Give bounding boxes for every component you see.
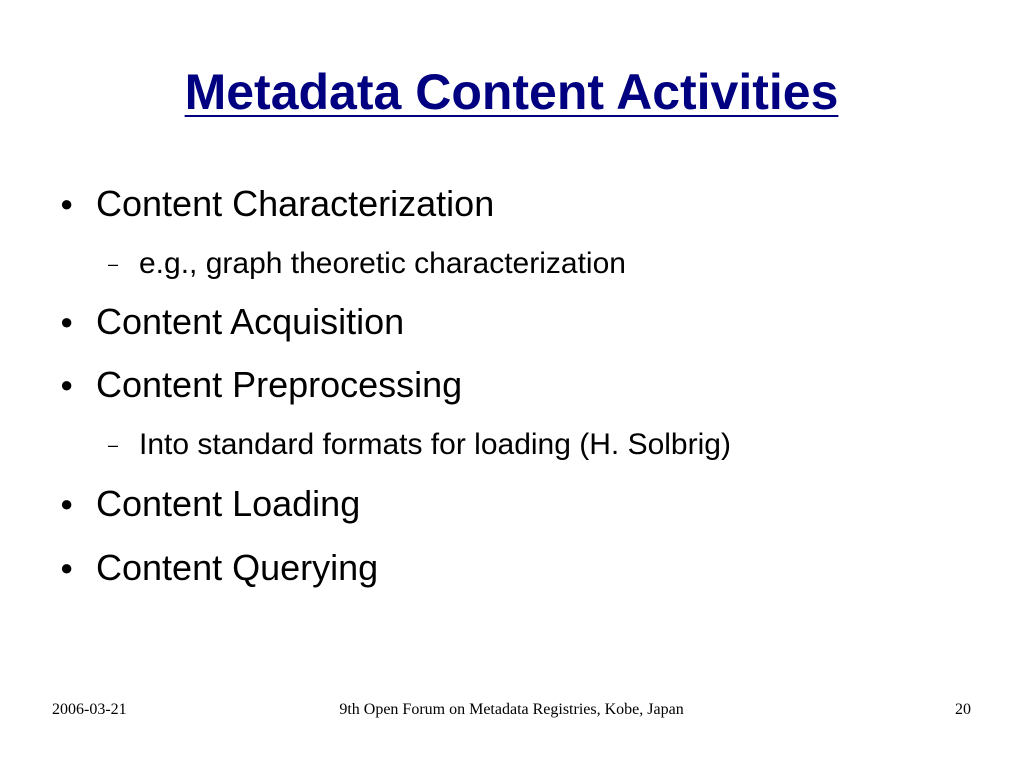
sub-bullet-text: e.g., graph theoretic characterization: [139, 247, 626, 280]
slide-title-text: Metadata Content Activities: [184, 64, 839, 120]
bullet-item: [60, 302, 404, 342]
sub-bullet-item: [108, 428, 731, 462]
bullet-dot-icon: ●: [60, 555, 74, 580]
bullet-dot-icon: ●: [60, 309, 74, 334]
footer-page-number: 20: [955, 701, 971, 718]
sub-bullet-text: Into standard formats for loading (H. Solbrig): [139, 428, 731, 461]
bullet-item: [60, 484, 360, 524]
footer-event: 9th Open Forum on Metadata Registries, Kobe, Japan: [339, 701, 684, 718]
bullet-text: Content Loading: [96, 483, 361, 524]
bullet-text: Content Querying: [96, 547, 379, 588]
bullet-item: [60, 184, 494, 224]
footer-date: 2006-03-21: [52, 701, 127, 718]
bullet-text: Content Acquisition: [96, 301, 405, 342]
bullet-text: Content Characterization: [96, 183, 495, 224]
sub-bullet-item: [108, 247, 626, 281]
bullet-dot-icon: ●: [60, 372, 74, 397]
bullet-text: Content Preprocessing: [96, 364, 463, 405]
dash-icon: –: [108, 435, 119, 455]
bullet-item: [60, 548, 378, 588]
bullet-dot-icon: ●: [60, 191, 74, 216]
dash-icon: –: [108, 254, 119, 274]
bullet-dot-icon: ●: [60, 491, 74, 516]
bullet-item: [60, 365, 462, 405]
